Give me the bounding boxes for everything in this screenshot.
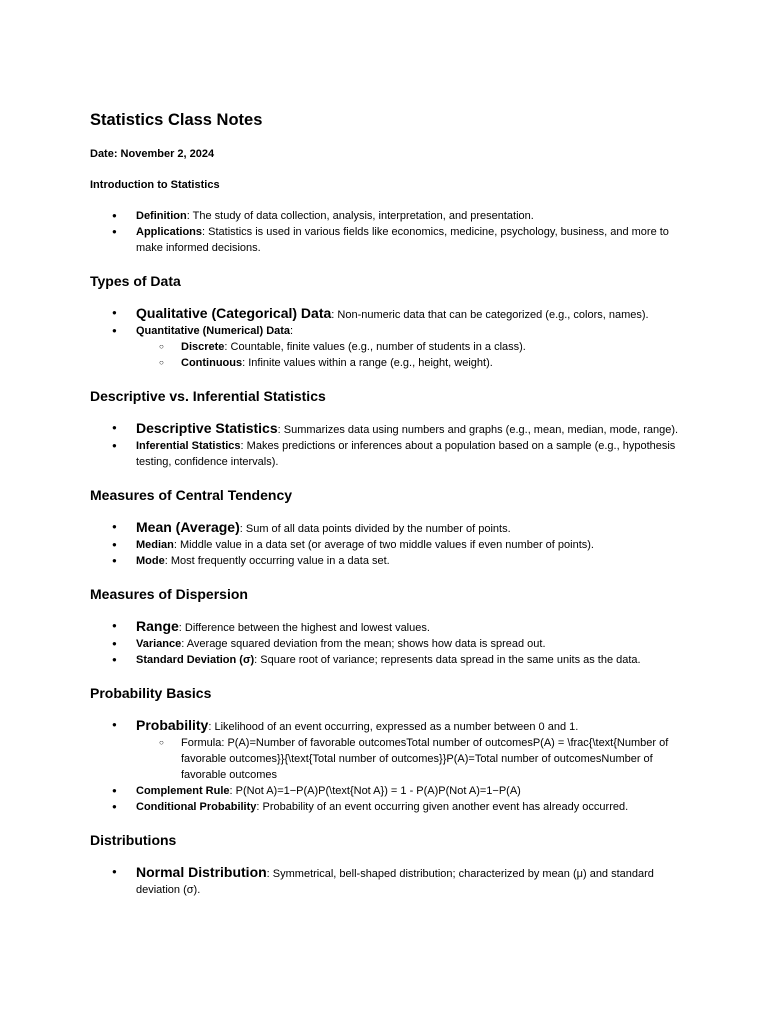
probability-list	[90, 717, 680, 815]
description: : Non-numeric data that can be categorized (e.g., colors, names).	[331, 309, 649, 321]
list-item-mode	[90, 553, 680, 569]
document-date: Date: November 2, 2024	[90, 148, 215, 160]
term: Definition	[136, 210, 187, 222]
list-item-quantitative	[90, 323, 680, 371]
description: : Sum of all data points divided by the number of points.	[239, 523, 511, 535]
list-item-complement-rule	[90, 783, 680, 799]
list-item-median	[90, 537, 680, 553]
term: Conditional Probability	[136, 801, 257, 813]
term: Qualitative (Categorical) Data	[136, 305, 332, 321]
dispersion-list	[90, 618, 680, 668]
central-list	[90, 519, 680, 569]
sublist-item-continuous	[136, 355, 680, 371]
term: Continuous	[181, 357, 243, 369]
description: : Probability of an event occurring given another event has already occurred.	[256, 801, 629, 813]
section-heading-probability: Probability Basics	[90, 685, 212, 701]
list-item-mean	[90, 519, 680, 537]
section-heading-dispersion: Measures of Dispersion	[90, 586, 248, 602]
description: : Makes predictions or inferences about a population based on a sample (e.g., hypothesis testing, confidence intervals).	[136, 440, 676, 468]
types-list	[90, 305, 680, 371]
term: Inferential Statistics	[136, 440, 241, 452]
description: : Square root of variance; represents data spread in the same units as the data.	[254, 654, 641, 666]
term: Discrete	[181, 341, 225, 353]
term: Mode	[136, 555, 165, 567]
list-item-definition	[90, 208, 680, 224]
probability-sublist	[136, 735, 680, 783]
description: :	[290, 325, 294, 337]
term: Variance	[136, 638, 182, 650]
description: : Symmetrical, bell-shaped distribution; characterized by mean (μ) and standard deviation (σ).	[136, 868, 654, 896]
description: : Average squared deviation from the mean; shows how data is spread out.	[181, 638, 546, 650]
list-item-conditional-probability	[90, 799, 680, 815]
description: : Likelihood of an event occurring, expressed as a number between 0 and 1.	[208, 721, 579, 733]
description: : Statistics is used in various fields like economics, medicine, psychology, business, and more to make informed decisions.	[136, 226, 669, 254]
term: Applications	[136, 226, 203, 238]
list-item-inferential	[90, 438, 680, 470]
description: : Most frequently occurring value in a data set.	[164, 555, 390, 567]
term: Complement Rule	[136, 785, 230, 797]
list-item-applications	[90, 224, 680, 256]
distributions-list	[90, 864, 680, 898]
intro-list	[90, 208, 680, 256]
term: Standard Deviation (σ)	[136, 654, 255, 666]
description: : P(Not A)=1−P(A)P(\text{Not A}) = 1 - P(A)P(Not A)=1−P(A)	[229, 785, 521, 797]
section-heading-types-of-data: Types of Data	[90, 273, 181, 289]
list-item-qualitative	[90, 305, 680, 323]
section-heading-descriptive-inferential: Descriptive vs. Inferential Statistics	[90, 388, 326, 404]
description: : Difference between the highest and lowest values.	[178, 622, 430, 634]
intro-heading: Introduction to Statistics	[90, 179, 220, 191]
list-item-probability	[90, 717, 680, 783]
list-item-normal-distribution	[90, 864, 680, 898]
description: : The study of data collection, analysis, interpretation, and presentation.	[186, 210, 534, 222]
sublist-item-discrete	[136, 339, 680, 355]
term: Normal Distribution	[136, 864, 267, 880]
term: Descriptive Statistics	[136, 420, 278, 436]
quantitative-sublist	[136, 339, 680, 371]
description: : Middle value in a data set (or average of two middle values if even number of points).	[173, 539, 594, 551]
term: Range	[136, 618, 179, 634]
list-item-descriptive	[90, 420, 680, 438]
section-heading-distributions: Distributions	[90, 832, 177, 848]
list-item-standard-deviation	[90, 652, 680, 668]
description: : Infinite values within a range (e.g., height, weight).	[242, 357, 493, 369]
document-title: Statistics Class Notes	[90, 111, 263, 129]
descinf-list	[90, 420, 680, 470]
document-content	[90, 109, 680, 913]
term: Median	[136, 539, 174, 551]
list-item-range	[90, 618, 680, 636]
term: Mean (Average)	[136, 519, 240, 535]
sublist-item-formula: ○ Formula: P(A)=Number of favorable outcomesTotal number of outcomesP(A) = \frac{\text{Number of favorable outcomes}}{\text{Total number of outcomes}}P(A)=Total number of outcomesNumber of favorable outcomes	[136, 735, 680, 783]
description: : Summarizes data using numbers and graphs (e.g., mean, median, mode, range).	[277, 424, 679, 436]
list-item-variance	[90, 636, 680, 652]
description: : Countable, finite values (e.g., number of students in a class).	[224, 341, 526, 353]
section-heading-central-tendency: Measures of Central Tendency	[90, 487, 293, 503]
term: Quantitative (Numerical) Data	[136, 325, 291, 337]
term: Probability	[136, 717, 209, 733]
